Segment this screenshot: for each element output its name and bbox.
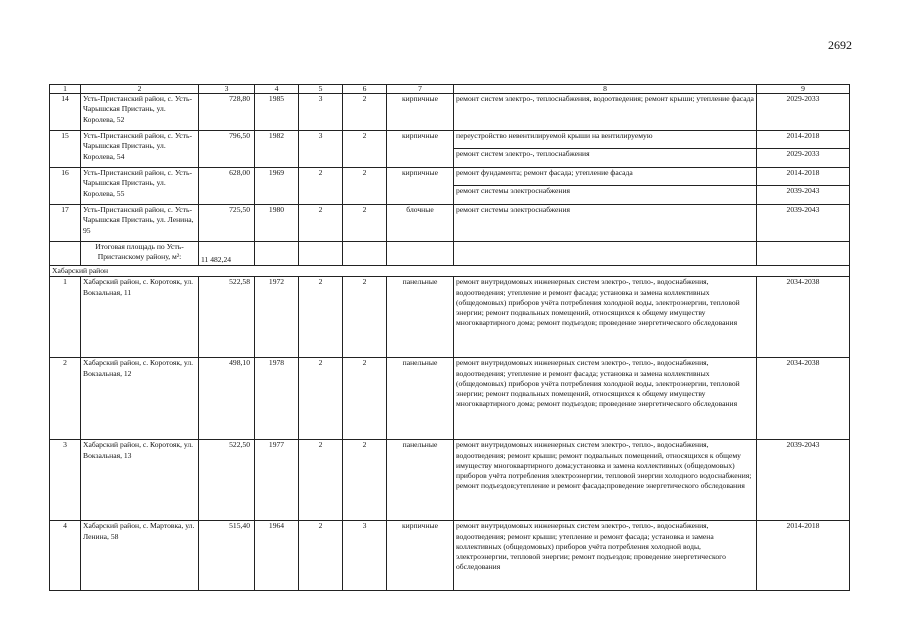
area: 498,10: [199, 358, 255, 440]
table-row: [50, 168, 850, 205]
total-row: [50, 242, 850, 266]
section-row: [50, 266, 850, 277]
year: 1972: [255, 277, 299, 358]
works: ремонт системы электроснабжения: [454, 205, 757, 242]
floors: 2: [299, 440, 343, 521]
period: 2014-2018: [757, 521, 850, 591]
work-item: ремонт систем электро-, теплоснабжения: [454, 148, 756, 159]
work-item: ремонт системы электроснабжения: [454, 185, 756, 196]
floors: 3: [299, 131, 343, 168]
col-header: 5: [299, 85, 343, 94]
floors: 2: [299, 277, 343, 358]
year: 1977: [255, 440, 299, 521]
works: ремонт внутридомовых инженерных систем электро-, тепло-, водоснабжения, водоотведения; ремонт крыши; ремонт подвальных помещений, относящихся к общему имуществу многоквартирного дома;установка и замена коллективных (общедомовых) приборов учёта потребления электроэнергии, тепловой энергии холодного водоснабжения; ремонт подъездов;утепление и ремонт фасада;проведение энергетического обследования: [454, 440, 757, 521]
total-label: Итоговая площадь по Усть-Пристанскому району, м²:: [81, 242, 199, 266]
row-number: 15: [50, 131, 81, 168]
address: Усть-Пристанский район, с. Усть-Чарышская Пристань, ул. Королева, 54: [81, 131, 199, 168]
entrances: 2: [343, 358, 387, 440]
period: 2039-2043: [757, 440, 850, 521]
year: 1978: [255, 358, 299, 440]
table-row: [50, 521, 850, 591]
col-header: 7: [387, 85, 454, 94]
year: 1982: [255, 131, 299, 168]
wall-material: кирпичные: [387, 521, 454, 591]
period: 2029-2033: [757, 94, 850, 131]
year: 1964: [255, 521, 299, 591]
address: Хабарский район, с. Мартовка, ул. Ленина, 58: [81, 521, 199, 591]
row-number: 3: [50, 440, 81, 521]
period: [757, 131, 850, 168]
address: Хабарский район, с. Коротояк, ул. Вокзальная, 13: [81, 440, 199, 521]
table-row: [50, 440, 850, 521]
address: Усть-Пристанский район, с. Усть-Чарышская Пристань, ул. Ленина, 95: [81, 205, 199, 242]
area: 728,80: [199, 94, 255, 131]
entrances: 2: [343, 277, 387, 358]
table-row: [50, 277, 850, 358]
row-number: 1: [50, 277, 81, 358]
wall-material: панельные: [387, 358, 454, 440]
section-title: Хабарский район: [50, 266, 850, 277]
entrances: 2: [343, 440, 387, 521]
entrances: 2: [343, 168, 387, 205]
table-row: [50, 131, 850, 168]
wall-material: кирпичные: [387, 168, 454, 205]
floors: 3: [299, 94, 343, 131]
total-value: 11 482,24: [199, 242, 255, 266]
wall-material: кирпичные: [387, 94, 454, 131]
housing-repair-table: [49, 84, 850, 591]
wall-material: блочные: [387, 205, 454, 242]
area: 522,50: [199, 440, 255, 521]
work-period: 2014-2018: [786, 168, 820, 177]
header-row: [50, 85, 850, 94]
col-header: 2: [81, 85, 199, 94]
work-item: ремонт фундамента; ремонт фасада; утепление фасада: [456, 168, 633, 177]
works: ремонт внутридомовых инженерных систем электро-, тепло-, водоснабжения, водоотведения; утепление и ремонт фасада; установка и замена коллективных (общедомовых) приборов учёта потребления холодной воды, электроэнергии, тепловой энергии; ремонт подвальных помещений, относящихся к общему имуществу многоквартирного дома; ремонт подъездов; проведение энергетического обследования: [454, 277, 757, 358]
area: 522,58: [199, 277, 255, 358]
work-period: 2014-2018: [786, 131, 820, 140]
col-header: 8: [454, 85, 757, 94]
area: 725,50: [199, 205, 255, 242]
period: 2034-2038: [757, 358, 850, 440]
floors: 2: [299, 358, 343, 440]
col-header: 6: [343, 85, 387, 94]
entrances: 2: [343, 131, 387, 168]
works: [454, 131, 757, 168]
row-number: 14: [50, 94, 81, 131]
area: 515,40: [199, 521, 255, 591]
table-row: [50, 205, 850, 242]
table-row: [50, 94, 850, 131]
entrances: 3: [343, 521, 387, 591]
works: ремонт внутридомовых инженерных систем электро-, тепло-, водоснабжения, водоотведения; утепление и ремонт фасада; установка и замена коллективных (общедомовых) приборов учёта потребления холодной воды, электроэнергии, тепловой энергии; ремонт подвальных помещений, относящихся к общему имуществу многоквартирного дома; ремонт подъездов; проведение энергетического обследования: [454, 358, 757, 440]
row-number: 2: [50, 358, 81, 440]
work-item: переустройство невентилируемой крыши на вентилируемую: [456, 131, 653, 140]
floors: 2: [299, 168, 343, 205]
floors: 2: [299, 521, 343, 591]
col-header: 4: [255, 85, 299, 94]
works: ремонт систем электро-, теплоснабжения, водоотведения; ремонт крыши; утепление фасада: [454, 94, 757, 131]
col-header: 3: [199, 85, 255, 94]
works: ремонт внутридомовых инженерных систем электро-, тепло-, водоснабжения, водоотведения; ремонт крыши; утепление и ремонт фасада; установка и замена коллективных (общедомовых) приборов учёта потребления холодной воды, электроэнергии, тепловой энергии; ремонт подъездов; проведение энергетического обследования: [454, 521, 757, 591]
address: Усть-Пристанский район, с. Усть-Чарышская Пристань, ул. Королева, 55: [81, 168, 199, 205]
entrances: 2: [343, 205, 387, 242]
table-row: [50, 358, 850, 440]
period: 2039-2043: [757, 205, 850, 242]
row-number: 16: [50, 168, 81, 205]
wall-material: кирпичные: [387, 131, 454, 168]
row-number: 4: [50, 521, 81, 591]
row-number: 17: [50, 205, 81, 242]
wall-material: панельные: [387, 440, 454, 521]
area: 796,50: [199, 131, 255, 168]
period: [757, 168, 850, 205]
address: Хабарский район, с. Коротояк, ул. Вокзальная, 12: [81, 358, 199, 440]
col-header: 1: [50, 85, 81, 94]
area: 628,00: [199, 168, 255, 205]
col-header: 9: [757, 85, 850, 94]
entrances: 2: [343, 94, 387, 131]
year: 1980: [255, 205, 299, 242]
period: 2034-2038: [757, 277, 850, 358]
year: 1985: [255, 94, 299, 131]
work-period: 2039-2043: [757, 185, 849, 196]
work-period: 2029-2033: [757, 148, 849, 159]
address: Хабарский район, с. Коротояк, ул. Вокзальная, 11: [81, 277, 199, 358]
floors: 2: [299, 205, 343, 242]
wall-material: панельные: [387, 277, 454, 358]
works: [454, 168, 757, 205]
page-number: 2692: [828, 38, 852, 52]
address: Усть-Пристанский район, с. Усть-Чарышская Пристань, ул. Королева, 52: [81, 94, 199, 131]
year: 1969: [255, 168, 299, 205]
